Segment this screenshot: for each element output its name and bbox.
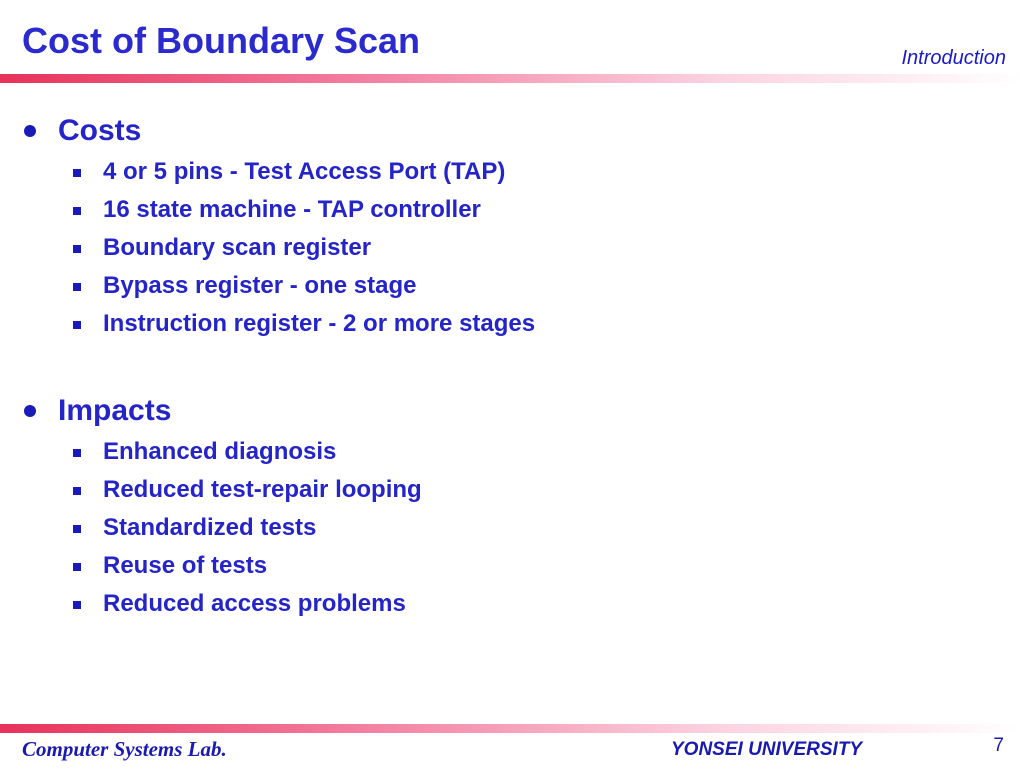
lab-name: Computer Systems Lab. [22, 737, 227, 761]
list-item [0, 552, 1024, 590]
impacts-heading [0, 392, 1024, 438]
list-item-text: Instruction register - 2 or more stages [103, 310, 536, 337]
list-item-text: 4 or 5 pins - Test Access Port (TAP) [103, 158, 506, 185]
costs-title: Costs [58, 114, 142, 147]
list-item [0, 438, 1024, 476]
university-name: YONSEI UNIVERSITY [671, 739, 863, 760]
list-item-text: Reuse of tests [103, 552, 268, 579]
bullet-square-icon [73, 601, 81, 609]
list-item-text: 16 state machine - TAP controller [103, 196, 481, 223]
page-number: 7 [993, 735, 1004, 756]
bullet-square-icon [73, 283, 81, 291]
list-item-text: Reduced test-repair looping [103, 476, 422, 503]
bullet-square-icon [73, 487, 81, 495]
slide-body [0, 112, 1024, 672]
impacts-section [0, 392, 1024, 628]
bullet-square-icon [73, 245, 81, 253]
list-item-text: Reduced access problems [103, 590, 406, 617]
bullet-square-icon [73, 525, 81, 533]
list-item [0, 158, 1024, 196]
list-item [0, 590, 1024, 628]
list-item-text: Enhanced diagnosis [103, 438, 337, 465]
list-item [0, 310, 1024, 348]
impacts-title: Impacts [58, 394, 172, 427]
list-item [0, 196, 1024, 234]
list-item-text: Boundary scan register [103, 234, 372, 261]
list-item [0, 476, 1024, 514]
costs-heading [0, 112, 1024, 158]
list-item [0, 234, 1024, 272]
bullet-square-icon [73, 321, 81, 329]
list-item [0, 272, 1024, 310]
bullet-square-icon [73, 449, 81, 457]
section-label: Introduction [901, 47, 1006, 69]
bullet-dot-icon [24, 125, 36, 137]
list-item-text: Bypass register - one stage [103, 272, 417, 299]
bullet-square-icon [73, 169, 81, 177]
bullet-dot-icon [24, 405, 36, 417]
bullet-square-icon [73, 207, 81, 215]
header-divider [0, 74, 1024, 83]
list-item-text: Standardized tests [103, 514, 317, 541]
costs-section [0, 112, 1024, 348]
slide-title: Cost of Boundary Scan [22, 20, 421, 61]
bullet-square-icon [73, 563, 81, 571]
list-item [0, 514, 1024, 552]
footer-divider [0, 724, 1024, 733]
